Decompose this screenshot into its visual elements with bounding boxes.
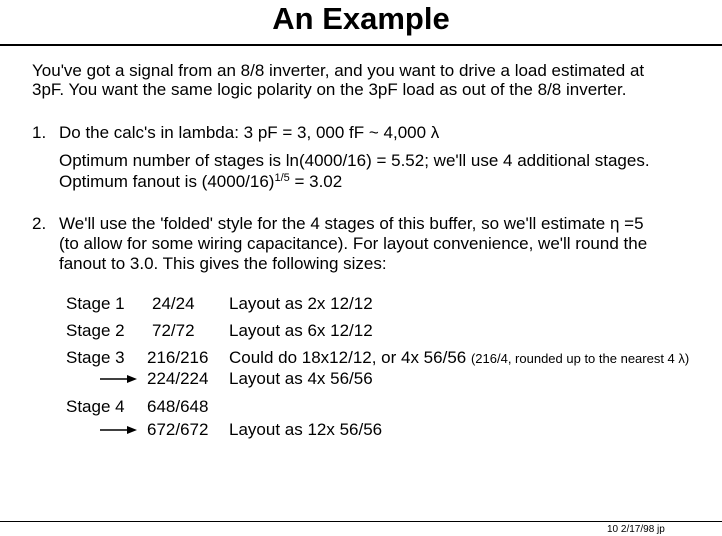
stage-size: 648/648	[147, 397, 209, 416]
stage-label: Stage 3	[66, 348, 125, 367]
item-1-line-2: Optimum number of stages is ln(4000/16) = 5.52; we'll use 4 additional stages.	[59, 151, 650, 170]
fanout-formula: Optimum fanout is (4000/16)	[59, 172, 275, 191]
stage-note-small: (216/4, rounded up to the nearest 4 λ)	[470, 351, 690, 366]
item-2-line-3: fanout to 3.0. This gives the following sizes:	[59, 254, 387, 273]
item-1-line-3	[59, 172, 342, 191]
footer-divider	[0, 521, 722, 522]
intro-line-1: You've got a signal from an 8/8 inverter, and you want to drive a load estimated at	[32, 61, 645, 80]
fanout-result: = 3.02	[289, 172, 343, 191]
item-2-number: 2.	[32, 214, 47, 233]
item-2-line-2: (to allow for some wiring capacitance). For layout convenience, we'll round the	[59, 234, 648, 253]
stage-note	[229, 348, 689, 369]
stage-size: 224/224	[147, 369, 209, 388]
slide-title: An Example	[272, 1, 450, 36]
title-divider	[0, 44, 722, 46]
item-1-number: 1.	[32, 123, 47, 142]
stage-label: Stage 2	[66, 321, 125, 340]
stage-note-main: Could do 18x12/12, or 4x 56/56	[229, 348, 467, 367]
stage-size: 216/216	[147, 348, 209, 367]
arrow-right-icon	[100, 373, 138, 385]
stage-note: Layout as 6x 12/12	[229, 321, 373, 340]
stage-size: 24/24	[152, 294, 195, 313]
stage-label: Stage 1	[66, 294, 125, 313]
item-2-line-1: We'll use the 'folded' style for the 4 stages of this buffer, so we'll estimate η =5	[59, 214, 644, 233]
stage-note: Layout as 2x 12/12	[229, 294, 373, 313]
item-1-line-1: Do the calc's in lambda: 3 pF = 3, 000 fF ~ 4,000 λ	[59, 123, 440, 142]
footer-text: 10 2/17/98 jp	[607, 524, 665, 535]
stage-label: Stage 4	[66, 397, 125, 416]
fanout-exponent: 1/5	[274, 172, 290, 184]
stage-size: 672/672	[147, 420, 209, 439]
stage-note: Layout as 4x 56/56	[229, 369, 373, 388]
stage-note: Layout as 12x 56/56	[229, 420, 383, 439]
intro-line-2: 3pF. You want the same logic polarity on the 3pF load as out of the 8/8 inverter.	[32, 80, 627, 99]
arrow-right-icon	[100, 424, 138, 436]
stage-size: 72/72	[152, 321, 195, 340]
